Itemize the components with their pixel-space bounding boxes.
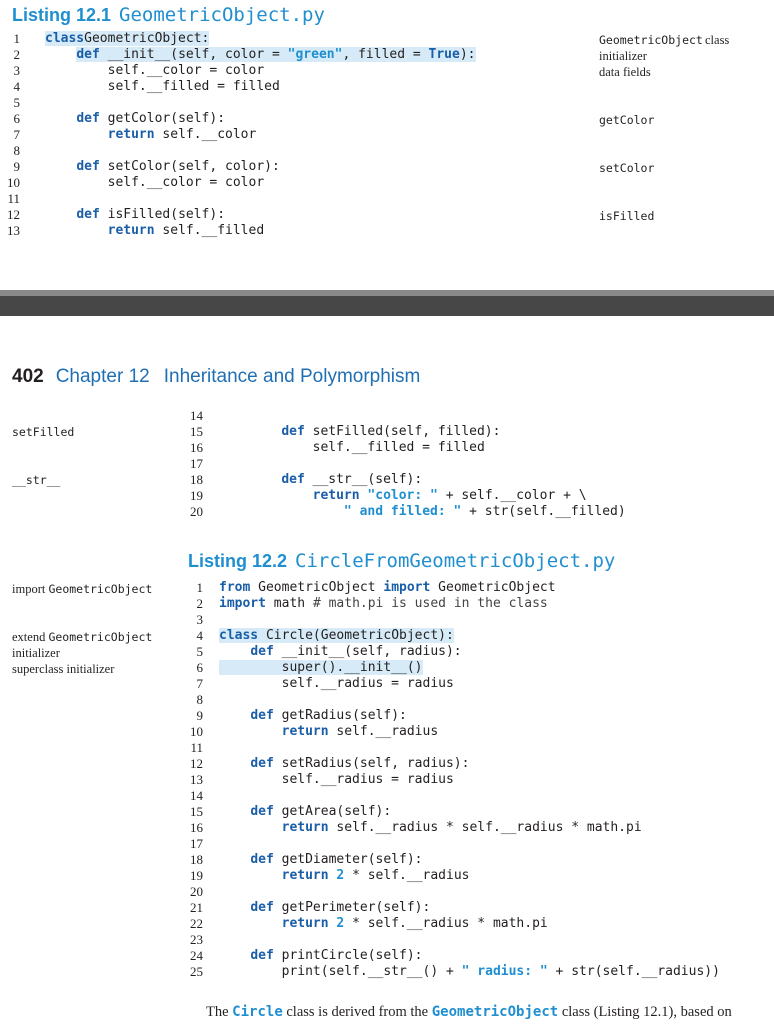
code-literal: " and filled: " [343, 504, 462, 519]
line-number: 16 [190, 440, 203, 455]
line-number: 9 [196, 708, 203, 723]
code-text: * self.__radius * math.pi [344, 916, 548, 931]
code-line [219, 628, 454, 644]
code-line [219, 948, 423, 964]
line-number: 17 [190, 836, 203, 851]
line-number: 14 [190, 408, 203, 423]
code-keyword: return [107, 223, 155, 238]
code-text: self.__color [154, 127, 257, 142]
code-line [45, 47, 476, 63]
line-number: 16 [190, 820, 203, 835]
code-text: getRadius(self): [273, 708, 407, 723]
code-text: + str(self.__filled) [461, 504, 626, 519]
line-number: 20 [190, 884, 203, 899]
code-text [219, 916, 282, 931]
code-line [219, 852, 423, 868]
code-text: __init__(self, color = [99, 47, 288, 62]
code-line [45, 207, 225, 223]
line-number: 10 [190, 724, 203, 739]
margin-note-superclass-initializer: superclass initializer [12, 662, 115, 676]
code-keyword: return [107, 127, 155, 142]
code-keyword: True [428, 47, 460, 62]
code-text [219, 724, 282, 739]
line-number: 6 [196, 660, 203, 675]
listing-12-1-heading [12, 4, 325, 26]
code-text [45, 111, 76, 126]
line-number: 5 [196, 644, 203, 659]
code-keyword: def [281, 472, 305, 487]
code-line [219, 916, 548, 932]
code-text: Circle(GeometricObject): [258, 628, 454, 643]
code-text [45, 207, 76, 222]
code-text: self.__color = color [45, 175, 265, 190]
code-line [219, 676, 454, 692]
code-keyword: def [250, 756, 274, 771]
line-number: 15 [190, 804, 203, 819]
code-text: self.__filled [154, 223, 265, 238]
line-number: 7 [196, 676, 203, 691]
line-number: 2 [13, 47, 20, 62]
code-line [250, 440, 485, 456]
code-line [219, 660, 423, 676]
line-number: 15 [190, 424, 203, 439]
body-text-1: The [206, 1004, 233, 1020]
page-header [12, 366, 420, 388]
line-number: 13 [190, 772, 203, 787]
code-literal: 2 [336, 916, 345, 931]
code-text [219, 804, 250, 819]
code-keyword: def [76, 47, 100, 62]
margin-note-data-fields: data fields [599, 65, 651, 79]
line-number: 19 [190, 488, 203, 503]
code-keyword: def [250, 804, 274, 819]
margin-note-class-name: GeometricObject [599, 33, 703, 47]
line-number: 3 [13, 63, 20, 78]
code-text [45, 159, 76, 174]
code-text: getDiameter(self): [273, 852, 423, 867]
code-keyword: def [76, 159, 100, 174]
body-text-3: class (Listing 12.1), based on [558, 1004, 732, 1020]
line-number: 10 [7, 175, 20, 190]
code-text: print(self.__str__() + [219, 964, 462, 979]
code-text [219, 756, 250, 771]
code-text: + self.__color + \ [437, 488, 587, 503]
code-keyword: def [76, 111, 100, 126]
line-number: 5 [13, 95, 20, 110]
line-number: 1 [13, 31, 20, 46]
line-number: 4 [196, 628, 203, 643]
code-line [45, 79, 280, 95]
code-line [219, 580, 556, 596]
line-number: 18 [190, 852, 203, 867]
code-keyword: def [250, 900, 274, 915]
code-text: * self.__radius [344, 868, 470, 883]
code-text: __str__(self): [304, 472, 423, 487]
code-text: setColor(self, color): [99, 159, 280, 174]
margin-note-isfilled: isFilled [599, 209, 655, 223]
code-text: + str(self.__radius)) [547, 964, 720, 979]
margin-note-extend-word: extend [12, 630, 46, 644]
margin-note-initializer: initializer [599, 49, 647, 63]
code-text: self.__radius = radius [219, 676, 454, 691]
code-text: setFilled(self, filled): [304, 424, 501, 439]
line-number: 1 [196, 580, 203, 595]
chapter-title: Inheritance and Polymorphism [163, 366, 421, 387]
code-line [219, 644, 462, 660]
code-line [250, 504, 626, 520]
page-number: 402 [12, 366, 44, 387]
code-text: self.__radius * self.__radius * math.pi [328, 820, 642, 835]
code-line [250, 488, 587, 504]
code-text: getColor(self): [99, 111, 226, 126]
code-text: self.__filled = filled [45, 79, 280, 94]
line-number: 21 [190, 900, 203, 915]
line-number: 12 [7, 207, 20, 222]
code-line [219, 868, 469, 884]
code-line [219, 900, 430, 916]
line-number: 24 [190, 948, 203, 963]
page-break-bar [0, 296, 774, 316]
code-line [219, 772, 454, 788]
body-class-geometricobject: GeometricObject [431, 1004, 559, 1020]
code-literal: " radius: " [461, 964, 548, 979]
code-keyword: class [45, 31, 85, 46]
code-text: self.__color = color [45, 63, 265, 78]
listing-filename: GeometricObject.py [119, 4, 325, 26]
code-text: GeometricObject [430, 580, 556, 595]
line-number: 11 [7, 191, 20, 206]
code-text: self.__filled = filled [250, 440, 485, 455]
code-text: GeometricObject: [84, 31, 210, 46]
code-line [45, 63, 264, 79]
margin-note-extend-name: GeometricObject [48, 630, 153, 644]
body-text-2: class is derived from the [282, 1004, 432, 1020]
line-number: 17 [190, 456, 203, 471]
code-text [219, 852, 250, 867]
code-line [219, 820, 642, 836]
listing-label: Listing 12.2 [188, 551, 288, 571]
line-number: 4 [13, 79, 20, 94]
margin-note-setfilled: setFilled [12, 425, 75, 439]
code-text: self.__radius [328, 724, 439, 739]
code-comment: # math.pi is used in the class [312, 596, 548, 611]
code-text: math [265, 596, 313, 611]
code-line [250, 472, 422, 488]
listing-label: Listing 12.1 [12, 5, 112, 25]
code-keyword: return [281, 820, 329, 835]
code-line [45, 31, 209, 47]
margin-note-class-word: class [705, 33, 730, 47]
code-line [219, 708, 407, 724]
code-text: getArea(self): [273, 804, 392, 819]
line-number: 6 [13, 111, 20, 126]
code-line [219, 964, 720, 980]
code-line [45, 223, 264, 239]
code-text: setRadius(self, radius): [273, 756, 470, 771]
line-number: 11 [190, 740, 203, 755]
code-keyword: class [219, 628, 259, 643]
line-number: 8 [13, 143, 20, 158]
line-number: 23 [190, 932, 203, 947]
line-number: 20 [190, 504, 203, 519]
line-number: 3 [196, 612, 203, 627]
code-keyword: def [250, 852, 274, 867]
code-line [219, 596, 548, 612]
code-keyword: return [281, 724, 329, 739]
line-number: 19 [190, 868, 203, 883]
margin-note-initializer-2: initializer [12, 646, 60, 660]
line-number: 12 [190, 756, 203, 771]
code-text [45, 47, 76, 62]
body-class-circle: Circle [232, 1004, 283, 1020]
code-keyword: return [312, 488, 360, 503]
code-line [45, 127, 256, 143]
line-number: 8 [196, 692, 203, 707]
margin-note-setcolor: setColor [599, 161, 655, 175]
code-text: super().__init__() [219, 660, 423, 675]
code-line [219, 756, 469, 772]
line-number: 9 [13, 159, 20, 174]
code-text [250, 504, 344, 519]
code-keyword: def [281, 424, 305, 439]
code-literal: "green" [287, 47, 343, 62]
code-keyword: def [250, 708, 274, 723]
code-keyword: def [250, 644, 274, 659]
code-text: getPerimeter(self): [273, 900, 431, 915]
code-line [45, 159, 280, 175]
code-text: GeometricObject [250, 580, 384, 595]
chapter-label: Chapter 12 [55, 366, 150, 387]
code-keyword: return [281, 868, 329, 883]
code-line [250, 424, 500, 440]
code-text [219, 948, 250, 963]
code-line [45, 111, 225, 127]
line-number: 25 [190, 964, 203, 979]
code-keyword: def [76, 207, 100, 222]
code-literal: 2 [336, 868, 345, 883]
code-text: ): [459, 47, 476, 62]
code-text [250, 472, 281, 487]
code-line [45, 175, 264, 191]
code-text: isFilled(self): [99, 207, 226, 222]
code-text: __init__(self, radius): [273, 644, 462, 659]
code-text: , filled = [342, 47, 429, 62]
code-text [219, 900, 250, 915]
code-line [219, 724, 438, 740]
margin-note-import [12, 581, 152, 597]
code-text [45, 223, 108, 238]
code-text [45, 127, 108, 142]
line-number: 13 [7, 223, 20, 238]
listing-filename: CircleFromGeometricObject.py [295, 550, 616, 572]
line-number: 7 [13, 127, 20, 142]
code-keyword: def [250, 948, 274, 963]
margin-note-extend [12, 629, 152, 645]
code-text [219, 868, 282, 883]
code-line [219, 804, 391, 820]
line-number: 14 [190, 788, 203, 803]
code-text [219, 708, 250, 723]
listing-12-2-heading [188, 550, 615, 572]
code-keyword: return [281, 916, 329, 931]
code-text: printCircle(self): [273, 948, 423, 963]
code-keyword: from [219, 580, 251, 595]
code-text: self.__radius = radius [219, 772, 454, 787]
code-text [219, 820, 282, 835]
body-paragraph [206, 1004, 732, 1021]
code-keyword: import [383, 580, 431, 595]
margin-note-import-word: import [12, 582, 46, 596]
code-text [250, 424, 281, 439]
code-keyword: import [219, 596, 266, 611]
margin-note-str: __str__ [12, 473, 61, 487]
code-text [219, 644, 250, 659]
line-number: 22 [190, 916, 203, 931]
margin-note-getcolor: getColor [599, 113, 655, 127]
line-number: 2 [196, 596, 203, 611]
code-literal: "color: " [367, 488, 438, 503]
code-text [250, 488, 313, 503]
margin-note-import-name: GeometricObject [48, 582, 153, 596]
line-number: 18 [190, 472, 203, 487]
